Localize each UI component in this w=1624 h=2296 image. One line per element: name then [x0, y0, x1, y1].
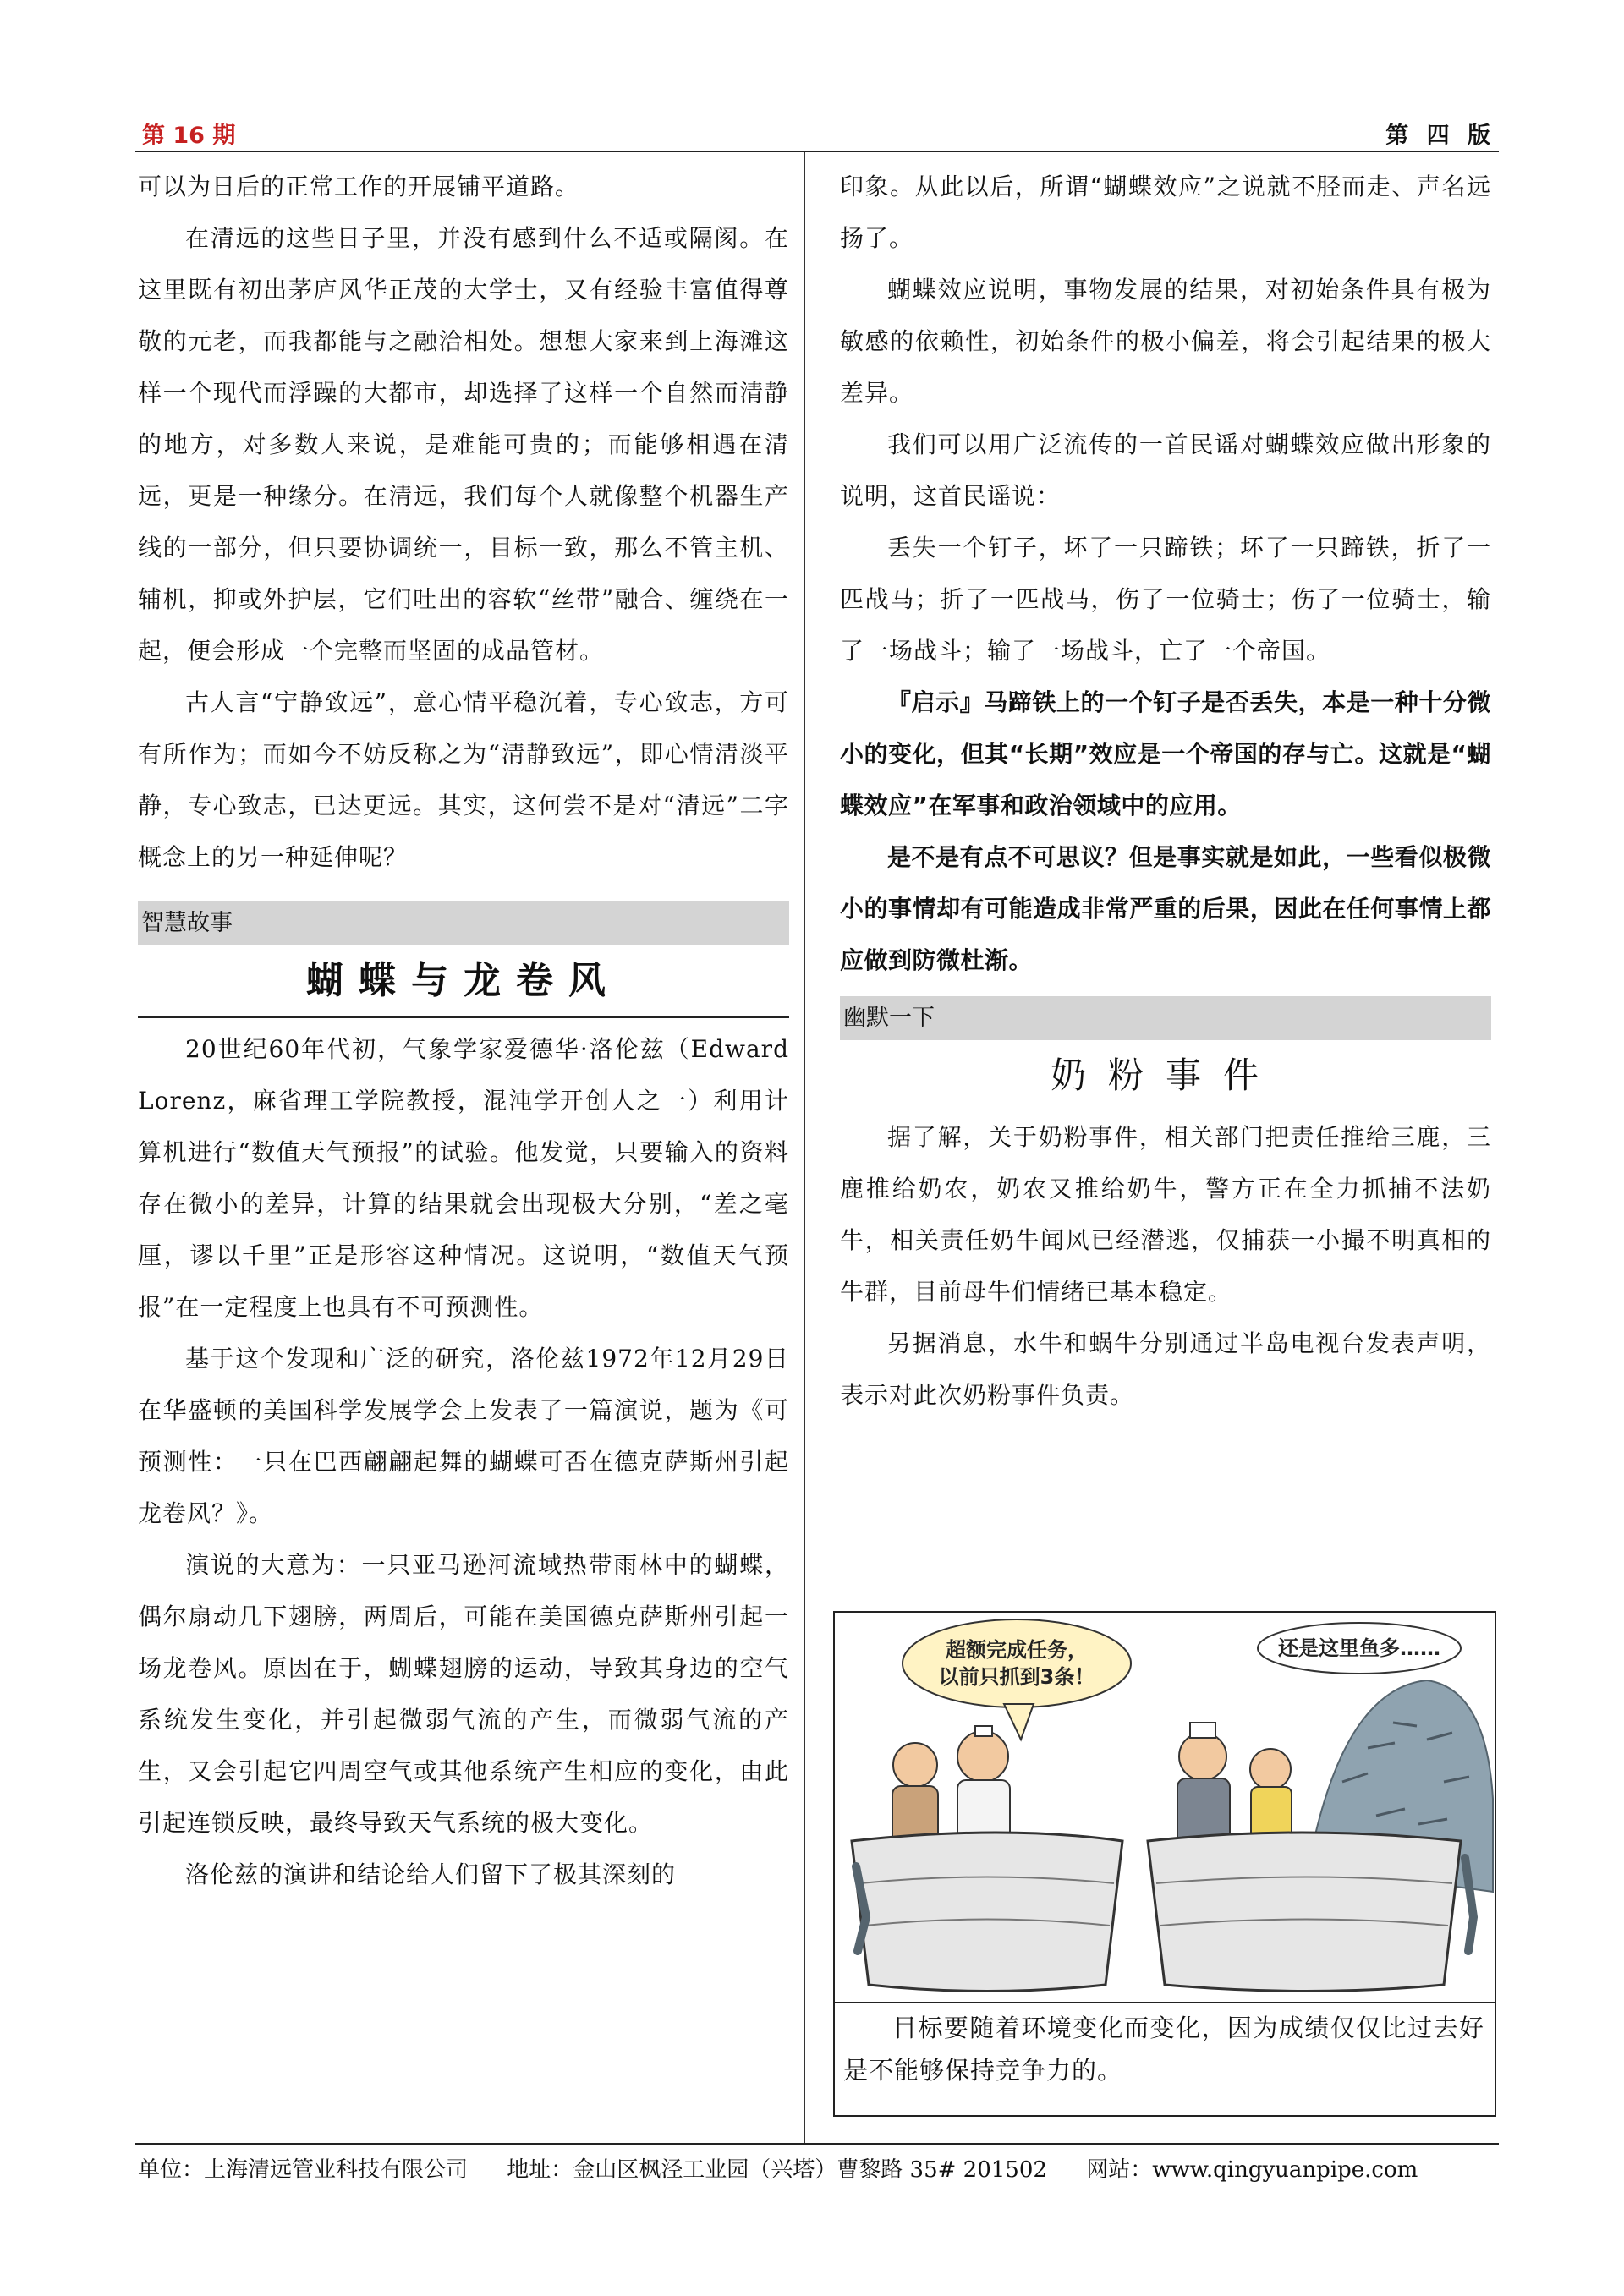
article-title-butterfly: 蝴蝶与龙卷风: [138, 945, 789, 1018]
fisherman-left-icon: [892, 1743, 938, 1845]
left-column: [138, 161, 789, 1900]
speech-left-line1: 超额完成任务，: [946, 1638, 1088, 1662]
section-label-humor: 幽默一下: [840, 996, 1491, 1040]
footer-website: 网站：www.qingyuanpipe.com: [1086, 2157, 1418, 2183]
column-divider: [804, 152, 805, 2145]
edition-label: 第 四 版: [1385, 123, 1495, 149]
footer-address: 地址：金山区枫泾工业园（兴塔）曹黎路 35# 201502: [507, 2157, 1047, 2183]
paragraph: 基于这个发现和广泛的研究，洛伦兹1972年12月29日在华盛顿的美国科学发展学会上发表了一篇演说，题为《可预测性：一只在巴西翩翩起舞的蝴蝶可否在德克萨斯州引起龙卷风？》。: [138, 1345, 789, 1527]
paragraph: 洛伦兹的演讲和结论给人们留下了极其深刻的: [185, 1860, 677, 1888]
paragraph: 20世纪60年代初，气象学家爱德华·洛伦兹（Edward Lorenz，麻省理工学院教授，混沌学开创人之一）利用计算机进行“数值天气预报”的试验。他发觉，只要输入的资料存在微小的差异，计算的结果就会出现极大分别，“差之毫厘，谬以千里”正是形容这种情况。这说明，“数值天气预报”在一定程度上也具有不可预测性。: [138, 1035, 789, 1321]
header-rule: [135, 151, 1499, 152]
speech-right: 还是这里鱼多……: [1278, 1636, 1440, 1660]
footer-rule: [135, 2143, 1499, 2145]
speech-left-line2: 以前只抓到3条！: [938, 1665, 1095, 1689]
paragraph: 在清远的这些日子里，并没有感到什么不适或隔阂。在这里既有初出茅庐风华正茂的大学士，又有经验丰富值得尊敬的元老，而我都能与之融洽相处。想想大家来到上海滩这样一个现代而浮躁的大都市，却选择了这样一个自然而清静的地方，对多数人来说，是难能可贵的；而能够相遇在清远，更是一种缘分。在清远，我们每个人就像整个机器生产线的一部分，但只要协调统一，目标一致，那么不管主机、辅机，抑或外护层，它们吐出的容软“丝带”融合、缠绕在一起，便会形成一个完整而坚固的成品管材。: [138, 224, 789, 665]
fisherman-center-icon: [957, 1726, 1010, 1849]
boy-icon: [1250, 1749, 1292, 1839]
article-title-milk-powder: 奶粉事件: [1050, 1055, 1281, 1096]
revelation-paragraph: 『启示』马蹄铁上的一个钉子是否丢失，本是一种十分微小的变化，但其“长期”效应是一个帝国的存与亡。这就是“蝴蝶效应”在军事和政治领域中的应用。: [840, 688, 1491, 819]
paragraph: 蝴蝶效应说明，事物发展的结果，对初始条件具有极为敏感的依赖性，初始条件的极小偏差，将会引起结果的极大差异。: [840, 276, 1491, 407]
section-label-wisdom: 智慧故事: [138, 901, 789, 945]
paragraph: 据了解，关于奶粉事件，相关部门把责任推给三鹿，三鹿推给奶农，奶农又推给奶牛，警方正在全力抓捕不法奶牛，相关责任奶牛闻风已经潜逃，仅捕获一小撮不明真相的牛群，目前母牛们情绪已基本稳定。: [840, 1123, 1491, 1306]
footer: [138, 2152, 1491, 2184]
conclusion-paragraph: 是不是有点不可思议？但是事实就是如此，一些看似极微小的事情却有可能造成非常严重的后果，因此在任何事情上都应做到防微杜渐。: [840, 843, 1491, 974]
issue-number: 第 16 期: [142, 123, 236, 149]
paragraph: 另据消息，水牛和蜗牛分别通过半岛电视台发表声明，表示对此次奶粉事件负责。: [840, 1329, 1491, 1409]
cartoon-caption: 目标要随着环境变化而变化，因为成绩仅仅比过去好是不能够保持竞争力的。: [843, 2014, 1484, 2085]
paragraph: 古人言“宁静致远”，意心情平稳沉着，专心致志，方可有所作为；而如今不妨反称之为“清静致远”，即心情清淡平静，专心致志，已达更远。其实，这何尝不是对“清远”二字概念上的另一种延伸呢？: [138, 688, 789, 871]
footer-unit: 单位：上海清远管业科技有限公司: [138, 2157, 469, 2183]
boat-left-icon: [852, 1833, 1122, 1992]
right-column: [840, 161, 1491, 1421]
paragraph: 演说的大意为：一只亚马逊河流域热带雨林中的蝴蝶，偶尔扇动几下翅膀，两周后，可能在美国德克萨斯州引起一场龙卷风。原因在于，蝴蝶翅膀的运动，导致其身边的空气系统发生变化，并引起微弱气流的产生，而微弱气流的产生，又会引起它四周空气或其他系统产生相应的变化，由此引起连锁反映，最终导致天气系统的极大变化。: [138, 1551, 789, 1837]
paragraph: 印象。从此以后，所谓“蝴蝶效应”之说就不胫而走、声名远扬了。: [840, 173, 1491, 252]
cartoon-box: [833, 1611, 1496, 2117]
folk-rhyme: 丢失一个钉子，坏了一只蹄铁；坏了一只蹄铁，折了一匹战马；折了一匹战马，伤了一位骑士；伤了一位骑士，输了一场战斗；输了一场战斗，亡了一个帝国。: [840, 534, 1491, 665]
boat-right-icon: [1148, 1833, 1461, 1992]
paragraph: 我们可以用广泛流传的一首民谣对蝴蝶效应做出形象的说明，这首民谣说：: [840, 430, 1491, 510]
fishing-cartoon: [835, 1613, 1495, 2003]
paragraph: 可以为日后的正常工作的开展铺平道路。: [138, 173, 580, 200]
